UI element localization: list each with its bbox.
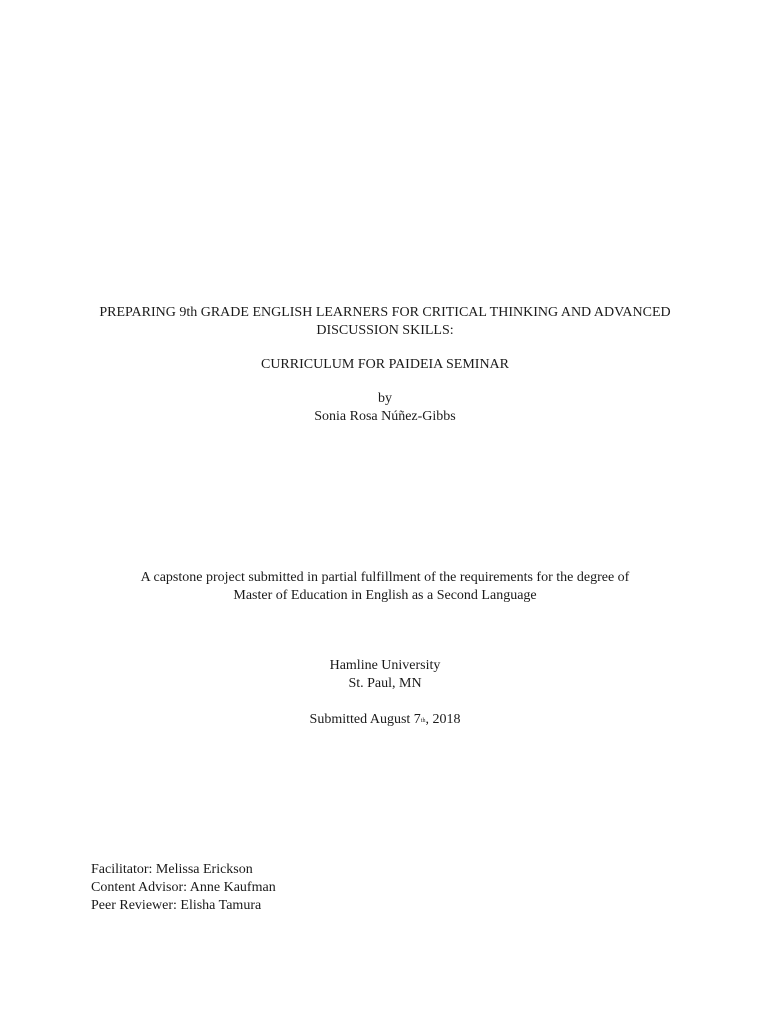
document-title [0,304,770,340]
submission-date-line [0,711,770,729]
statement-line-1: A capstone project submitted in partial fulfillment of the requirements for the degree of [140,570,630,585]
university-location: St. Paul, MN [348,676,422,691]
degree-statement [0,569,770,605]
by-label: by [378,391,392,406]
submitted-prefix: Submitted August 7 [309,712,421,727]
university-name: Hamline University [329,658,441,673]
author-name: Sonia Rosa Núñez-Gibbs [314,409,456,424]
committee-facilitator: Facilitator: Melissa Erickson [91,862,253,877]
committee-list [91,861,276,915]
byline [0,390,770,426]
title-line-1: PREPARING 9th GRADE ENGLISH LEARNERS FOR CRITICAL THINKING AND ADVANCED [99,305,671,320]
subtitle-text: CURRICULUM FOR PAIDEIA SEMINAR [260,357,510,372]
institution-block [0,657,770,693]
title-line-2: DISCUSSION SKILLS: [316,323,454,338]
submitted-year: , 2018 [425,712,461,727]
statement-line-2: Master of Education in English as a Second Language [233,588,537,603]
date-ordinal-suffix: th [420,718,426,724]
document-subtitle [0,356,770,374]
submission-date [0,711,770,729]
committee-peer-reviewer: Peer Reviewer: Elisha Tamura [91,898,262,913]
committee-content-advisor: Content Advisor: Anne Kaufman [91,880,276,895]
